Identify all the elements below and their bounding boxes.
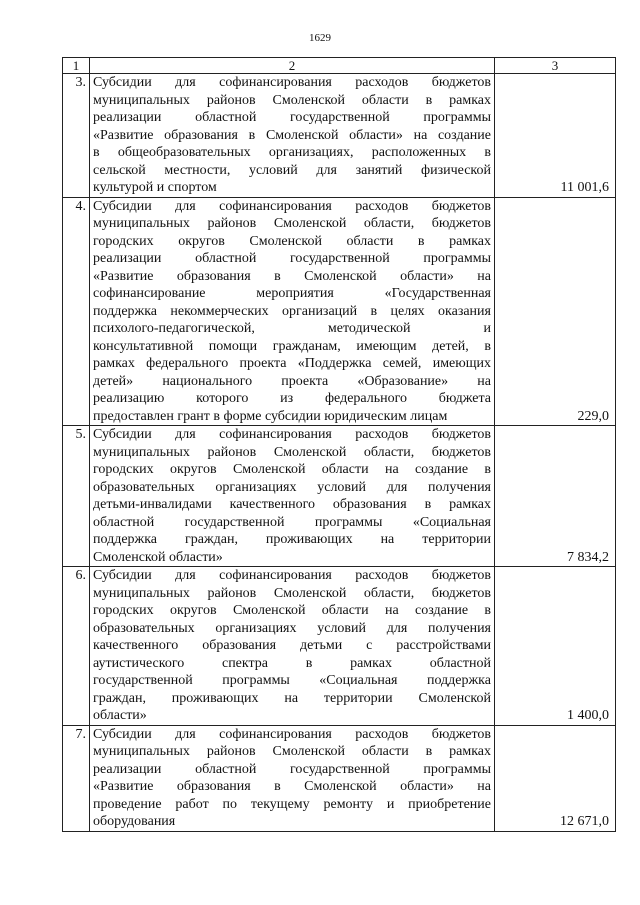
description-line: областной государственной программы «Социальная: [93, 514, 491, 530]
description-line: реализации областной государственной программы: [93, 251, 491, 266]
description-line: «Развитие образования в Смоленской области» на: [93, 268, 491, 284]
header-cell-2: 2: [90, 58, 495, 74]
description-line: «Развитие образования в Смоленской области» на: [93, 779, 491, 794]
description-line: психолого-педагогической, методической и: [93, 321, 491, 336]
header-cell-1: 1: [63, 58, 90, 74]
description-line: предоставлен грант в форме субсидии юридическим лицам: [93, 408, 448, 424]
description-line: городских округов Смоленской области на создание в: [93, 603, 491, 618]
description-line: образовательных организациях условий для получения: [93, 479, 491, 495]
row-number: 4.: [63, 197, 90, 426]
row-amount: 12 671,0: [495, 725, 616, 831]
description-line: «Развитие образования в Смоленской области» на создание: [93, 127, 491, 143]
description-line: реализацию которого из федерального бюджета: [93, 391, 491, 406]
table-row: [63, 74, 616, 198]
description-line: городских округов Смоленской области в рамках: [93, 233, 491, 249]
row-description: [90, 74, 495, 198]
description-line: оборудования: [93, 814, 176, 829]
description-line: детьми-инвалидами качественного образования в рамках: [93, 497, 491, 512]
row-description: [90, 426, 495, 567]
description-line: поддержка граждан, проживающих на территории: [93, 532, 491, 547]
row-number: 7.: [63, 725, 90, 831]
description-line: реализации областной государственной программы: [93, 761, 491, 777]
description-line: реализации областной государственной программы: [93, 110, 491, 125]
description-line: консультативной помощи гражданам, имеющим детей, в: [93, 338, 491, 354]
subsidies-table: [62, 57, 616, 832]
row-amount: 7 834,2: [495, 426, 616, 567]
description-line: городских округов Смоленской области на создание в: [93, 462, 491, 477]
description-line: области»: [93, 708, 147, 723]
row-number: 3.: [63, 74, 90, 198]
table-row: [63, 426, 616, 567]
description-line: муниципальных районов Смоленской области, бюджетов: [93, 585, 491, 601]
row-number: 6.: [63, 567, 90, 726]
row-amount: 229,0: [495, 197, 616, 426]
description-line: поддержка некоммерческих организаций в целях оказания: [93, 303, 491, 319]
header-row: [63, 58, 616, 74]
description-line: образовательных организациях условий для получения: [93, 620, 491, 636]
description-line: Субсидии для софинансирования расходов бюджетов: [93, 75, 491, 90]
table-row: [63, 567, 616, 726]
description-line: качественного образования детьми с расстройствами: [93, 638, 491, 653]
description-line: Субсидии для софинансирования расходов бюджетов: [93, 427, 491, 442]
header-cell-3: 3: [495, 58, 616, 74]
description-line: Субсидии для софинансирования расходов бюджетов: [93, 198, 491, 214]
description-line: Субсидии для софинансирования расходов бюджетов: [93, 726, 491, 742]
description-line: проведение работ по текущему ремонту и приобретение: [93, 796, 491, 812]
row-description: [90, 725, 495, 831]
description-line: рамках федерального проекта «Поддержка семей, имеющих: [93, 356, 491, 371]
row-amount: 1 400,0: [495, 567, 616, 726]
description-line: муниципальных районов Смоленской области в рамках: [93, 744, 491, 759]
description-line: муниципальных районов Смоленской области, бюджетов: [93, 216, 491, 231]
description-line: софинансирование мероприятия «Государственная: [93, 286, 491, 301]
description-line: в общеобразовательных организациях, расположенных в: [93, 145, 491, 160]
table-body: [63, 58, 616, 832]
description-line: сельской местности, условий для занятий физической: [93, 162, 491, 178]
description-line: культурой и спортом: [93, 180, 217, 195]
row-number: 5.: [63, 426, 90, 567]
description-line: муниципальных районов Смоленской области в рамках: [93, 92, 491, 108]
description-line: муниципальных районов Смоленской области, бюджетов: [93, 444, 491, 460]
table-row: [63, 197, 616, 426]
description-line: государственной программы «Социальная поддержка: [93, 673, 491, 688]
description-line: Смоленской области»: [93, 549, 223, 565]
description-line: граждан, проживающих на территории Смоленской: [93, 690, 491, 706]
page-number: 1629: [309, 32, 331, 44]
row-amount: 11 001,6: [495, 74, 616, 198]
description-line: аутистического спектра в рамках областной: [93, 655, 491, 671]
description-line: детей» национального проекта «Образование» на: [93, 373, 491, 389]
row-description: [90, 197, 495, 426]
row-description: [90, 567, 495, 726]
description-line: Субсидии для софинансирования расходов бюджетов: [93, 568, 491, 583]
table-row: [63, 725, 616, 831]
